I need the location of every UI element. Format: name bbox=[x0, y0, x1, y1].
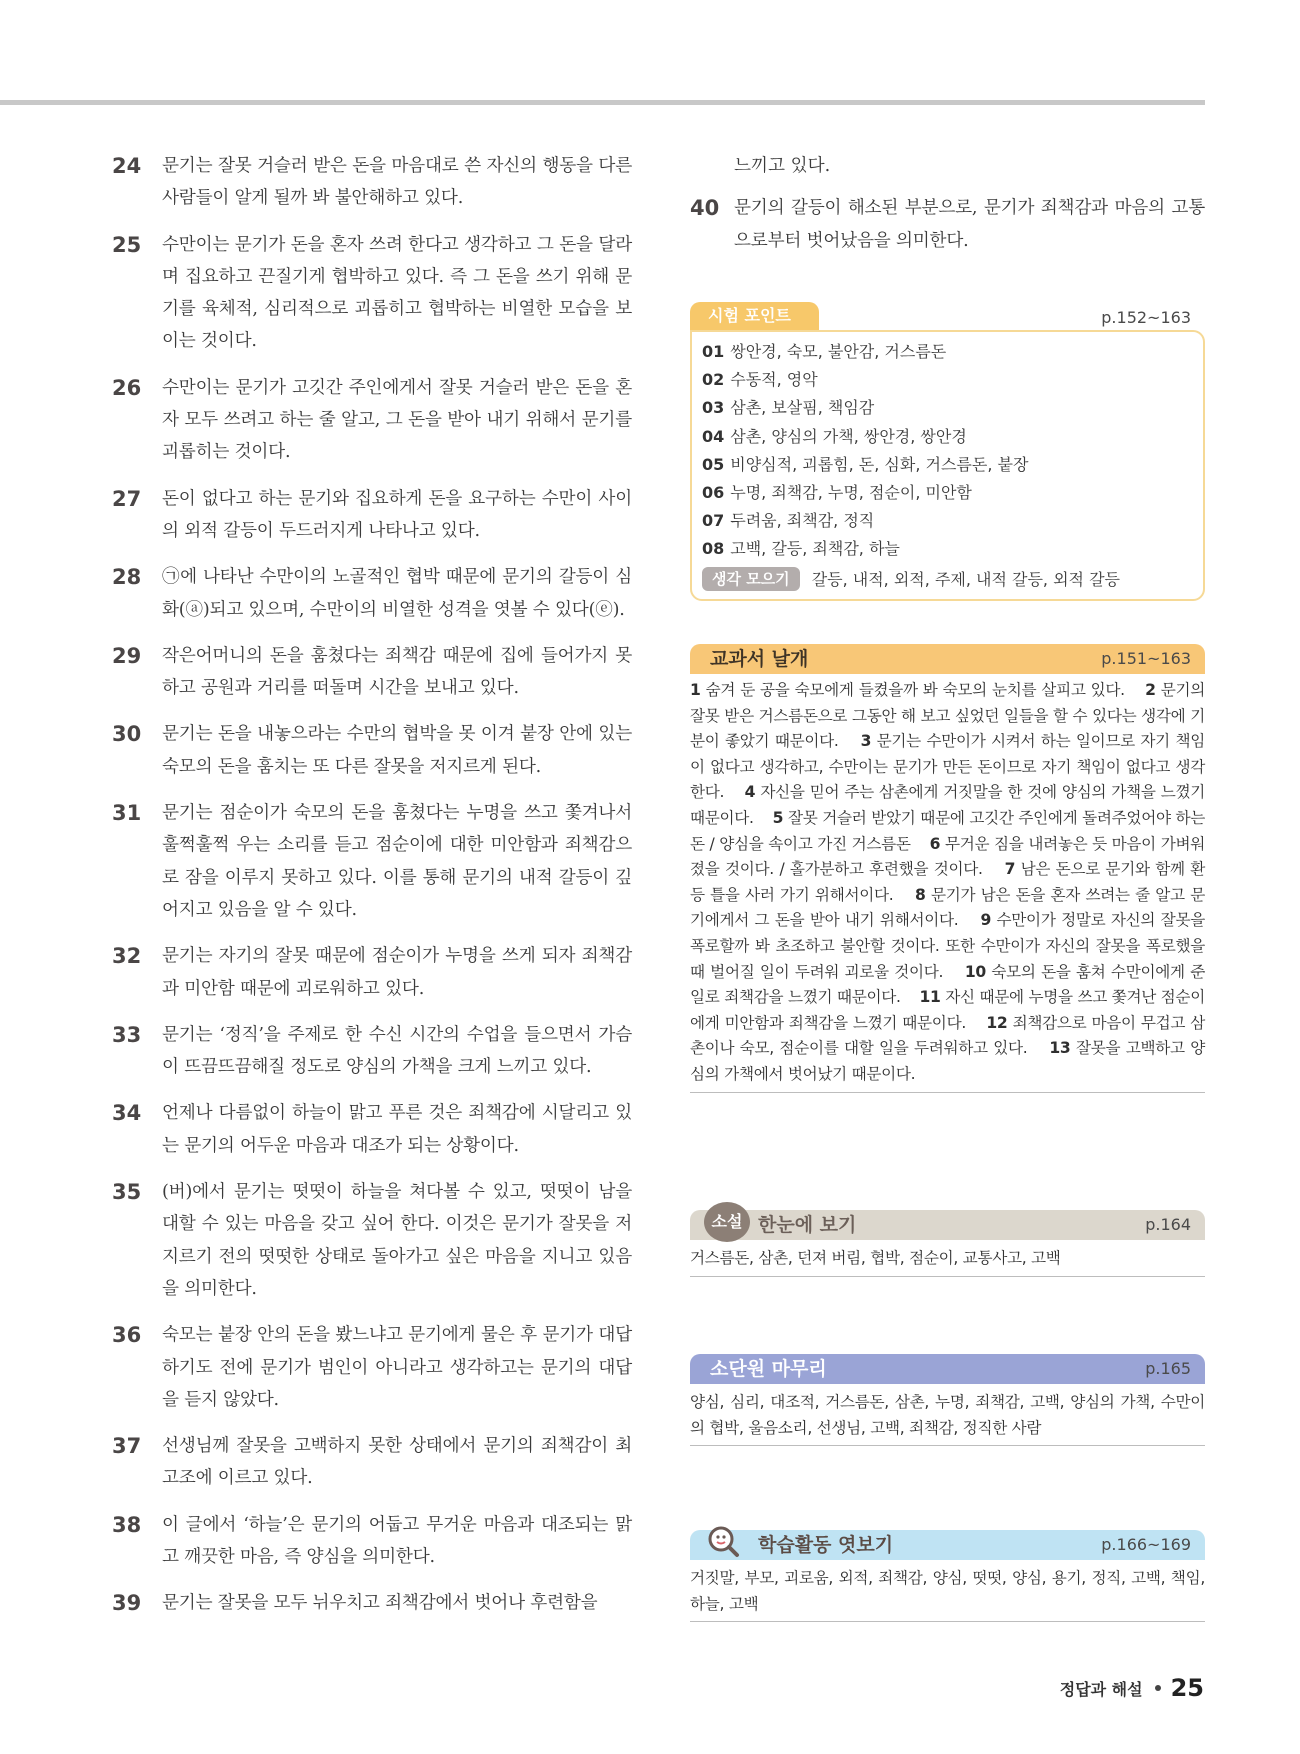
answer-text: 작은어머니의 돈을 훔쳤다는 죄책감 때문에 집에 들어가지 못하고 공원과 거리를 떠돌며 시간을 보내고 있다. bbox=[162, 645, 632, 699]
novel-glance-header bbox=[690, 1210, 1205, 1240]
exam-point-number: 07 bbox=[702, 511, 725, 531]
answer-item-40 bbox=[690, 192, 1205, 257]
answer-number: 26 bbox=[112, 375, 142, 400]
exam-point-page-ref: p.152~163 bbox=[1101, 308, 1191, 327]
textbook-wing-text: 잘못 거슬러 받았기 때문에 고깃간 주인에게 돌려주었어야 하는 돈 / 양심을 속이고 가진 거스름돈 bbox=[690, 808, 1205, 853]
answer-text: 문기는 점순이가 숙모의 돈을 훔쳤다는 누명을 쓰고 쫓겨나서 훌쩍훌쩍 우는 소리를 듣고 점순이에 대한 미안함과 죄책감으로 잠을 이루지 못하고 있다. 이를 통해 문기의 내적 갈등이 깊어지고 있음을 알 수 있다. bbox=[162, 803, 632, 920]
think-text: 갈등, 내적, 외적, 주제, 내적 갈등, 외적 갈등 bbox=[811, 570, 1121, 590]
exam-point-number: 03 bbox=[702, 398, 725, 418]
activity-preview-title: 학습활동 엿보기 bbox=[758, 1534, 894, 1556]
answer-text: 숙모는 붙장 안의 돈을 봤느냐고 문기에게 물은 후 문기가 대답하기도 전에 문기가 범인이 아니라고 생각하고는 문기의 대답을 듣지 않았다. bbox=[162, 1325, 632, 1410]
exam-point-item bbox=[702, 507, 1193, 535]
textbook-wing-number: 13 bbox=[1049, 1039, 1071, 1058]
magnifier-icon bbox=[706, 1524, 740, 1558]
textbook-wing-text: 숙모의 돈을 훔쳐 수만이에게 준 일로 죄책감을 느꼈기 때문이다. bbox=[690, 962, 1205, 1007]
textbook-wing-text: 수만이가 정말로 자신의 잘못을 폭로할까 봐 초조하고 불안할 것이다. 또한 수만이가 자신의 잘못을 폭로했을 때 벌어질 일이 두려워 괴로울 것이다. bbox=[690, 911, 1205, 981]
answer-item bbox=[112, 229, 632, 358]
answer-39-continuation: 느끼고 있다. bbox=[734, 156, 831, 176]
exam-point-item bbox=[702, 479, 1193, 507]
exam-point-item bbox=[702, 535, 1193, 563]
unit-wrapup-section bbox=[690, 1354, 1205, 1446]
answer-text: 수만이는 문기가 고깃간 주인에게서 잘못 거슬러 받은 돈을 혼자 모두 쓰려고 하는 줄 알고, 그 돈을 받아 내기 위해서 문기를 괴롭히는 것이다. bbox=[162, 377, 632, 463]
answer-text: 문기는 자기의 잘못 때문에 점순이가 누명을 쓰게 되자 죄책감과 미안함 때문에 괴로워하고 있다. bbox=[162, 946, 632, 999]
textbook-wing-number: 8 bbox=[915, 885, 926, 904]
exam-point-list bbox=[702, 338, 1193, 564]
page-number: 25 bbox=[1170, 1674, 1204, 1702]
answer-item bbox=[112, 561, 632, 626]
textbook-wing-number: 4 bbox=[744, 783, 756, 802]
answer-number: 25 bbox=[112, 232, 142, 257]
left-answer-column bbox=[112, 150, 632, 1620]
answer-item bbox=[112, 1176, 632, 1305]
textbook-wing-text: 죄책감으로 마음이 무겁고 삼촌이나 숙모, 점순이를 대할 일을 두려워하고 있다. bbox=[690, 1013, 1205, 1058]
answer-text: 수만이는 문기가 돈을 혼자 쓰려 한다고 생각하고 그 돈을 달라며 집요하고 끈질기게 협박하고 있다. 즉 그 돈을 쓰기 위해 문기를 육체적, 심리적으로 괴롭히고 협박하는 비열한 모습을 보이는 것이다. bbox=[162, 234, 632, 352]
answer-text: 이 글에서 ‘하늘’은 문기의 어둡고 무거운 마음과 대조되는 맑고 깨끗한 마음, 즉 양심을 의미한다. bbox=[162, 1514, 632, 1567]
answer-item bbox=[112, 1319, 632, 1416]
textbook-wing-text: 잘못을 고백하고 양심의 가책에서 벗어났기 때문이다. bbox=[690, 1039, 1205, 1083]
answer-number: 28 bbox=[112, 565, 142, 590]
answer-number: 36 bbox=[112, 1323, 142, 1348]
activity-preview-header bbox=[690, 1530, 1205, 1560]
novel-glance-page-ref: p.164 bbox=[1145, 1215, 1191, 1234]
answer-number: 38 bbox=[112, 1512, 142, 1537]
answer-text: 선생님께 잘못을 고백하지 못한 상태에서 문기의 죄책감이 최고조에 이르고 있다. bbox=[162, 1436, 632, 1489]
exam-point-text: 삼촌, 양심의 가책, 쌍안경, 쌍안경 bbox=[730, 426, 967, 446]
novel-glance-title: 한눈에 보기 bbox=[758, 1214, 857, 1236]
answer-text: 언제나 다름없이 하늘이 맑고 푸른 것은 죄책감에 시달리고 있는 문기의 어두운 마음과 대조가 되는 상황이다. bbox=[162, 1103, 632, 1156]
right-answer-column bbox=[690, 150, 1205, 257]
top-divider bbox=[0, 100, 1205, 105]
answer-number: 37 bbox=[112, 1434, 142, 1459]
answer-text: 돈이 없다고 하는 문기와 집요하게 돈을 요구하는 수만이 사이의 외적 갈등이 두드러지게 나타나고 있다. bbox=[162, 488, 632, 541]
answer-item bbox=[112, 718, 632, 783]
unit-wrapup-header bbox=[690, 1354, 1205, 1384]
answer-item bbox=[112, 150, 632, 215]
answer-number: 40 bbox=[690, 196, 720, 221]
textbook-wing-number: 3 bbox=[860, 732, 872, 751]
textbook-wing-item bbox=[690, 681, 1125, 699]
exam-point-box bbox=[690, 302, 1205, 601]
textbook-wing-text: 숨겨 둔 공을 숙모에게 들켰을까 봐 숙모의 눈치를 살피고 있다. bbox=[705, 681, 1125, 699]
textbook-wing-number: 7 bbox=[1004, 860, 1016, 879]
exam-point-item bbox=[702, 394, 1193, 422]
footer-bullet-icon bbox=[1155, 1685, 1161, 1691]
exam-point-item bbox=[702, 451, 1193, 479]
answer-item bbox=[112, 1587, 632, 1619]
textbook-wing-number: 1 bbox=[690, 681, 701, 699]
answer-text: ㉠에 나타난 수만이의 노골적인 협박 때문에 문기의 갈등이 심화(ⓐ)되고 있으며, 수만이의 비열한 성격을 엿볼 수 있다(ⓔ). bbox=[162, 567, 632, 620]
unit-wrapup-page-ref: p.165 bbox=[1145, 1359, 1191, 1378]
exam-point-number: 02 bbox=[702, 370, 725, 390]
exam-point-body bbox=[690, 330, 1205, 601]
answer-text: 문기는 돈을 내놓으라는 수만의 협박을 못 이겨 붙장 안에 있는 숙모의 돈을 훔치는 또 다른 잘못을 저지르게 된다. bbox=[162, 724, 632, 777]
textbook-wing-text: 남은 돈으로 문기와 함께 환등 틀을 사러 가기 위해서이다. bbox=[690, 860, 1205, 904]
page-footer bbox=[1060, 1674, 1204, 1702]
answer-number: 29 bbox=[112, 643, 142, 668]
answer-text: 문기는 잘못 거슬러 받은 돈을 마음대로 쓴 자신의 행동을 다른 사람들이 알게 될까 봐 불안해하고 있다. bbox=[162, 156, 632, 209]
novel-glance-section bbox=[690, 1210, 1205, 1277]
answer-item bbox=[112, 1097, 632, 1162]
answer-number: 39 bbox=[112, 1591, 142, 1616]
answer-number: 34 bbox=[112, 1101, 142, 1126]
unit-wrapup-title: 소단원 마무리 bbox=[710, 1358, 827, 1380]
exam-point-item bbox=[702, 366, 1193, 394]
think-row bbox=[702, 567, 1193, 591]
textbook-wing-number: 10 bbox=[964, 962, 986, 981]
answer-number: 31 bbox=[112, 801, 142, 826]
textbook-wing-text: 무거운 짐을 내려놓은 듯 마음이 가벼워졌을 것이다. / 홀가분하고 후련했을 것이다. bbox=[690, 834, 1205, 879]
novel-glance-text: 거스름돈, 삼촌, 던져 버림, 협박, 점순이, 교통사고, 고백 bbox=[690, 1240, 1205, 1277]
exam-point-number: 05 bbox=[702, 454, 725, 474]
exam-point-text: 삼촌, 보살핌, 책임감 bbox=[730, 398, 875, 418]
unit-wrapup-text: 양심, 심리, 대조적, 거스름돈, 삼촌, 누명, 죄책감, 고백, 양심의 가책, 수만이의 협박, 울음소리, 선생님, 고백, 죄책감, 정직한 사람 bbox=[690, 1384, 1205, 1446]
activity-preview-page-ref: p.166~169 bbox=[1101, 1535, 1191, 1554]
textbook-wing-title: 교과서 날개 bbox=[710, 648, 809, 670]
activity-preview-section bbox=[690, 1530, 1205, 1622]
answer-item bbox=[112, 940, 632, 1005]
answer-item bbox=[112, 640, 632, 705]
textbook-wing-text: 문기의 잘못 받은 거스름돈으로 그동안 해 보고 싶었던 일들을 할 수 있다는 생각에 기분이 좋았기 때문이다. bbox=[690, 681, 1205, 751]
exam-point-text: 두려움, 죄책감, 정직 bbox=[730, 511, 875, 531]
textbook-wing-page-ref: p.151~163 bbox=[1101, 649, 1191, 668]
answer-item bbox=[112, 1509, 632, 1574]
textbook-wing-text: 문기는 수만이가 시켜서 하는 일이므로 자기 책임이 없다고 생각하고, 수만이는 문기가 만든 돈이므로 자기 책임이 없다고 생각한다. bbox=[690, 732, 1205, 802]
textbook-wing-header bbox=[690, 644, 1205, 674]
exam-point-header bbox=[690, 302, 1205, 330]
exam-point-title: 시험 포인트 bbox=[690, 302, 819, 330]
textbook-wing-number: 6 bbox=[929, 834, 941, 853]
answer-text: (버)에서 문기는 떳떳이 하늘을 쳐다볼 수 있고, 떳떳이 남을 대할 수 있는 마음을 갖고 싶어 한다. 이것은 문기가 잘못을 저지르기 전의 떳떳한 상태로 돌아가고 싶은 마음을 지니고 있음을 의미한다. bbox=[162, 1182, 632, 1299]
answer-text: 문기는 잘못을 모두 뉘우치고 죄책감에서 벗어나 후련함을 bbox=[162, 1593, 598, 1614]
answer-number: 30 bbox=[112, 722, 142, 747]
exam-point-text: 고백, 갈등, 죄책감, 하늘 bbox=[730, 539, 900, 559]
exam-point-item bbox=[702, 338, 1193, 366]
answer-item bbox=[112, 1019, 632, 1084]
textbook-wing-number: 9 bbox=[980, 911, 992, 930]
answer-number: 35 bbox=[112, 1180, 142, 1205]
textbook-wing-number: 11 bbox=[919, 988, 941, 1007]
exam-point-item bbox=[702, 423, 1193, 451]
answer-item bbox=[112, 372, 632, 469]
exam-point-text: 쌍안경, 숙모, 불안감, 거스름돈 bbox=[730, 342, 947, 361]
answer-item bbox=[112, 1430, 632, 1495]
textbook-wing-number: 12 bbox=[986, 1013, 1008, 1032]
textbook-wing-number: 2 bbox=[1145, 681, 1156, 699]
exam-point-text: 누명, 죄책감, 누명, 점순이, 미안함 bbox=[730, 483, 972, 503]
footer-label: 정답과 해설 bbox=[1059, 1679, 1143, 1699]
textbook-wing-section bbox=[690, 644, 1205, 1093]
answer-item bbox=[112, 797, 632, 926]
exam-point-number: 06 bbox=[702, 483, 725, 503]
answer-number: 24 bbox=[112, 154, 142, 178]
exam-point-text: 수동적, 영악 bbox=[730, 370, 818, 390]
answer-number: 27 bbox=[112, 486, 142, 511]
textbook-wing-number: 5 bbox=[772, 808, 784, 827]
answer-number: 33 bbox=[112, 1022, 142, 1047]
answer-item bbox=[112, 483, 632, 548]
activity-preview-text: 거짓말, 부모, 괴로움, 외적, 죄책감, 양심, 떳떳, 양심, 용기, 정직, 고백, 책임, 하늘, 고백 bbox=[690, 1560, 1205, 1622]
answer-number: 32 bbox=[112, 944, 142, 969]
textbook-wing-text: 자신을 믿어 주는 삼촌에게 거짓말을 한 것에 양심의 가책을 느꼈기 때문이다. bbox=[690, 783, 1205, 827]
think-label: 생각 모으기 bbox=[702, 567, 800, 591]
exam-point-number: 01 bbox=[702, 342, 725, 361]
textbook-wing-text: 자신 때문에 누명을 쓰고 쫓겨난 점순이에게 미안함과 죄책감을 느꼈기 때문이다. bbox=[690, 988, 1205, 1032]
exam-point-text: 비양심적, 괴롭힘, 돈, 심화, 거스름돈, 붙장 bbox=[730, 454, 1029, 474]
answer-text: 문기는 ‘정직’을 주제로 한 수신 시간의 수업을 들으면서 가슴이 뜨끔뜨끔해질 정도로 양심의 가책을 크게 느끼고 있다. bbox=[162, 1024, 632, 1078]
textbook-wing-text: 문기가 남은 돈을 혼자 쓰려는 줄 알고 문기에게서 그 돈을 받아 내기 위해서이다. bbox=[690, 885, 1205, 930]
novel-badge: 소설 bbox=[704, 1202, 750, 1242]
textbook-wing-body bbox=[690, 674, 1205, 1093]
exam-point-number: 08 bbox=[702, 539, 725, 559]
answer-text: 문기의 갈등이 해소된 부분으로, 문기가 죄책감과 마음의 고통으로부터 벗어났음을 의미한다. bbox=[734, 198, 1205, 251]
exam-point-number: 04 bbox=[702, 426, 725, 446]
